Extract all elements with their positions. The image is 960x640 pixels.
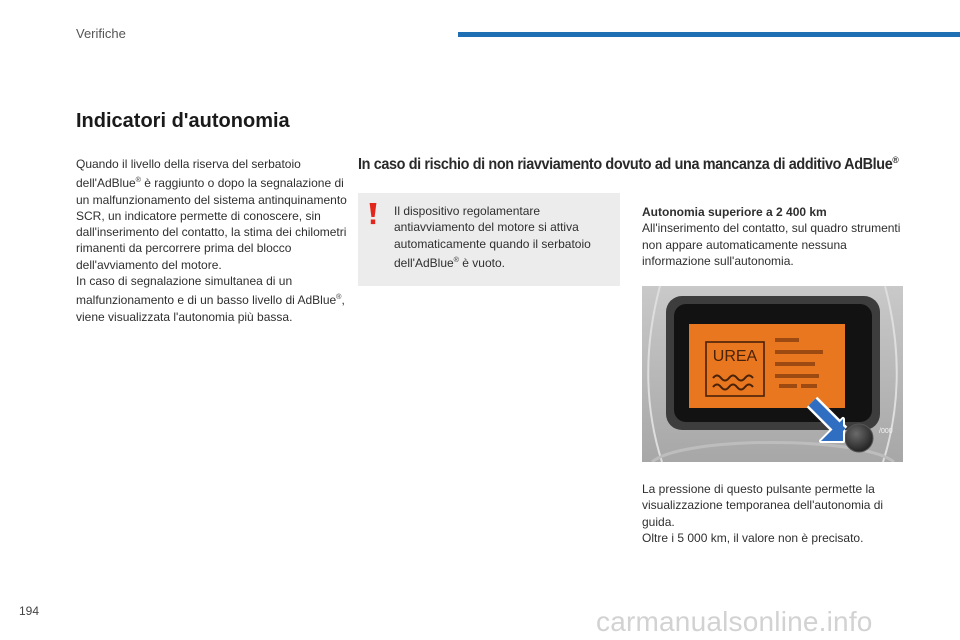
registered-mark: ® [892, 155, 899, 165]
page-number: 194 [19, 604, 40, 618]
simultaneous-text-a: In caso di segnalazione simultanea di un malfunzionamento e di un basso livello di AdBlue [76, 274, 337, 308]
intro-text-a: Quando il livello della riserva del serbatoio dell'AdBlue [76, 157, 301, 191]
registered-mark: ® [336, 292, 342, 302]
section-subheading [358, 155, 916, 174]
autonomy-subtitle: Autonomia superiore a 2 400 km [642, 205, 827, 219]
registered-mark: ® [453, 254, 459, 264]
simultaneous-text-b: , viene visualizzata l'autonomia più bassa. [76, 293, 345, 324]
button-description: La pressione di questo pulsante permette la visualizzazione temporanea dell'autonomia di guida. [642, 482, 884, 529]
registered-mark: ® [135, 175, 141, 185]
page-title: Indicatori d'autonomia [76, 110, 290, 132]
intro-text-b: è raggiunto o dopo la segnalazione di un malfunzionamento del sistema antinquinamento SCR, un indicatore permette di conoscere, sin dall'inserimento del contatto, la stima dei chilometri rimanenti da percorrere prima del blocco dell'avviamento del motore. [76, 176, 347, 272]
left-column [76, 156, 348, 325]
exclamation-icon [368, 203, 378, 225]
urea-label: UREA [712, 348, 758, 365]
right-column [642, 204, 912, 269]
warning-text [394, 203, 604, 271]
subheading-text: In caso di rischio di non riavviamento dovuto ad una mancanza di additivo AdBlue [358, 156, 893, 174]
intro-paragraph [76, 156, 348, 273]
warning-text-a: Il dispositivo regolamentare antiavviamento del motore si attiva automaticamente quando il serbatoio dell'AdBlue [394, 204, 591, 270]
warning-note-box [358, 193, 620, 286]
knob-label: /000 [879, 428, 893, 435]
instrument-cluster-figure [642, 286, 903, 462]
simultaneous-paragraph [76, 273, 348, 325]
autonomy-text: All'inserimento del contatto, sul quadro strumenti non appare automaticamente nessuna informazione sull'autonomia. [642, 221, 901, 268]
range-note: Oltre i 5 000 km, il valore non è precisato. [642, 530, 864, 545]
right-column-bottom [642, 481, 912, 546]
trip-reset-knob [845, 424, 873, 452]
warning-text-b: è vuoto. [458, 255, 505, 270]
section-label: Verifiche [76, 26, 126, 41]
watermark: carmanualsonline.info [596, 606, 873, 637]
header-accent-rule [458, 32, 960, 37]
